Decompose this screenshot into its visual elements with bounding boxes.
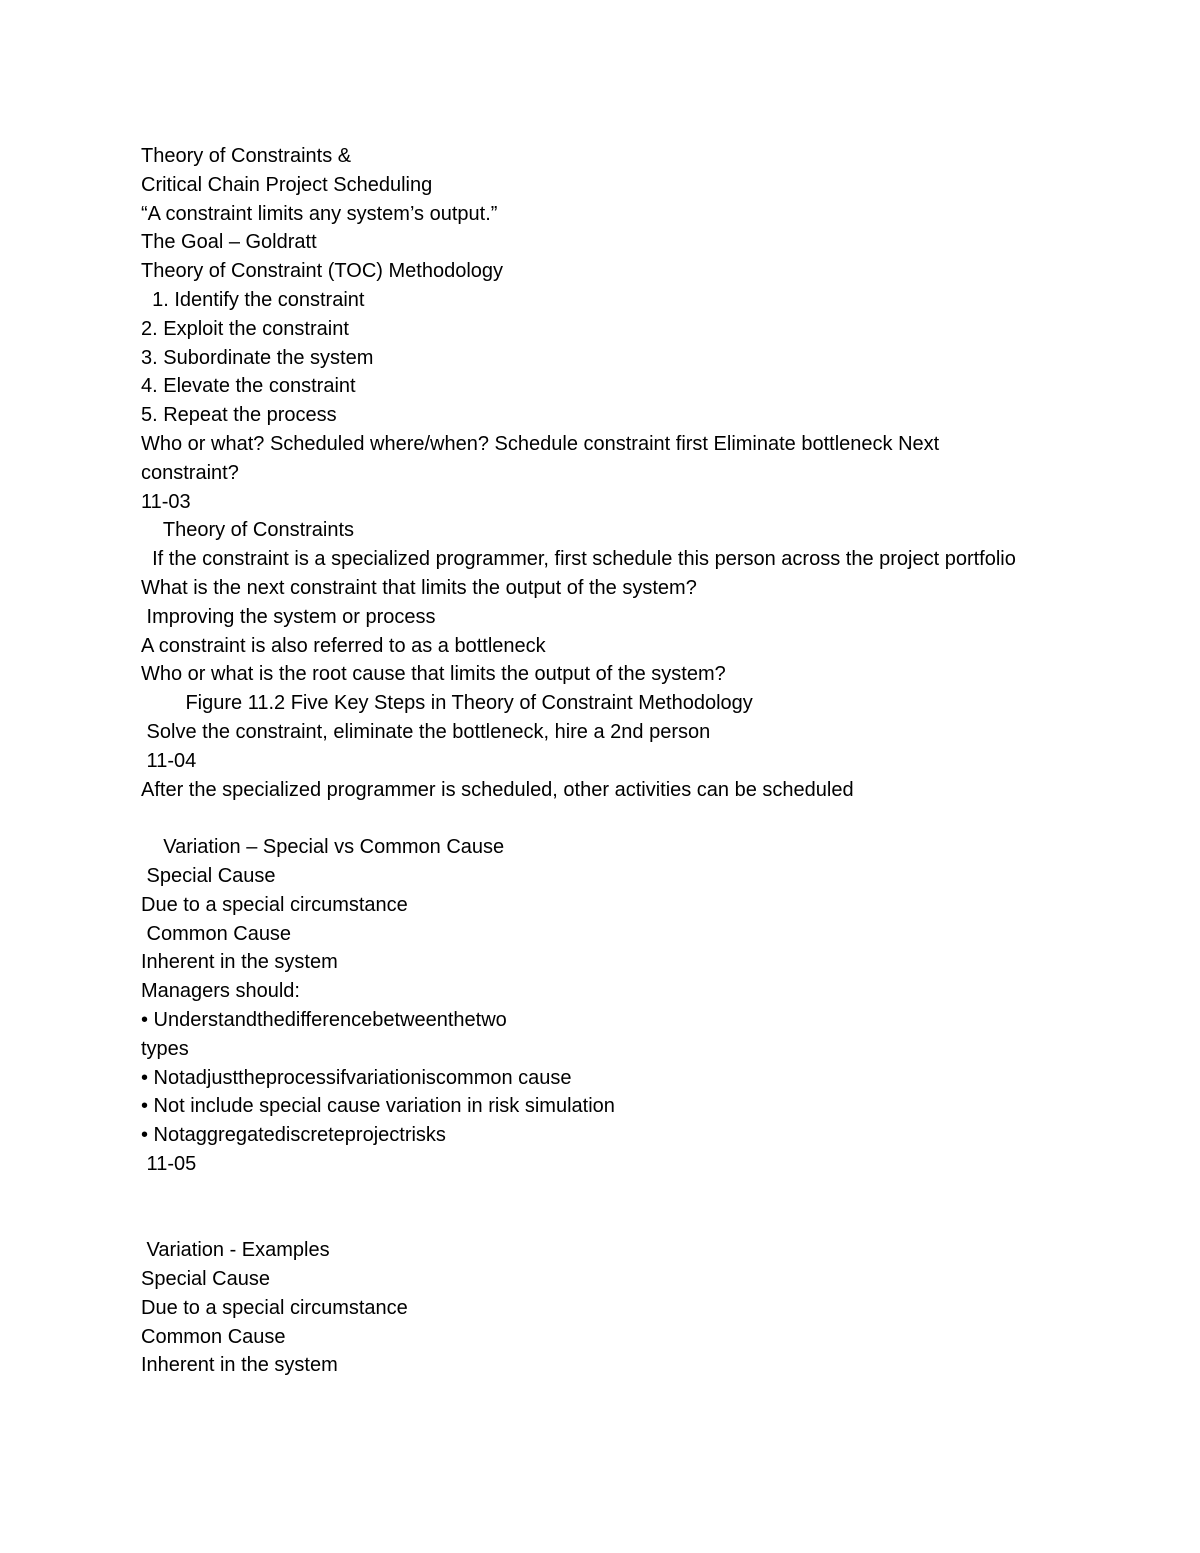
doc-title-line-1: Theory of Constraints & — [141, 145, 352, 167]
text-line: A constraint is also referred to as a bottleneck — [141, 634, 546, 657]
text-line: Improving the system or process — [141, 605, 436, 628]
text-line: Solve the constraint, eliminate the bottleneck, hire a 2nd person — [141, 720, 711, 743]
text-line: Who or what is the root cause that limits the output of the system? — [141, 663, 726, 686]
step-item: 1. Identify the constraint — [141, 288, 365, 311]
document-body — [141, 142, 1021, 1380]
slide-number: 11-04 — [141, 749, 197, 772]
text-line: Common Cause — [141, 1325, 286, 1348]
text-line: After the specialized programmer is scheduled, other activities can be scheduled — [141, 778, 854, 801]
slide-number: 11-03 — [141, 490, 191, 513]
paragraph: If the constraint is a specialized programmer, first schedule this person across the project portfolio — [141, 548, 1016, 571]
text-line: Due to a special circumstance — [141, 1296, 408, 1319]
blank-line — [141, 804, 1021, 833]
text-line: Inherent in the system — [141, 951, 338, 974]
text-line: Due to a special circumstance — [141, 893, 408, 916]
section-heading: Variation - Examples — [141, 1239, 330, 1262]
bullet-item: • Not include special cause variation in risk simulation — [141, 1095, 615, 1118]
bullet-item: • Understandthedifferencebetweenthetwo — [141, 1008, 507, 1031]
section-heading: Variation – Special vs Common Cause — [141, 836, 505, 859]
blank-line — [141, 1179, 1021, 1208]
text-line: Managers should: — [141, 980, 300, 1003]
step-item: 3. Subordinate the system — [141, 346, 374, 369]
step-item: 2. Exploit the constraint — [141, 317, 349, 340]
step-item: 4. Elevate the constraint — [141, 375, 356, 398]
blank-line — [141, 1207, 1021, 1236]
step-item: 5. Repeat the process — [141, 404, 337, 427]
paragraph: Who or what? Scheduled where/when? Schedule constraint first Eliminate bottleneck Next constraint? — [141, 432, 945, 484]
text-line: types — [141, 1037, 189, 1060]
quote-line: “A constraint limits any system’s output.” — [141, 202, 498, 225]
text-line: The Goal – Goldratt — [141, 231, 317, 254]
text-line: What is the next constraint that limits the output of the system? — [141, 576, 697, 599]
text-line: Inherent in the system — [141, 1354, 338, 1377]
text-line: Special Cause — [141, 864, 276, 887]
section-heading: Theory of Constraint (TOC) Methodology — [141, 260, 504, 283]
section-heading: Theory of Constraints — [141, 519, 355, 542]
text-line: Common Cause — [141, 922, 292, 945]
slide-number: 11-05 — [141, 1152, 197, 1175]
text-line: Special Cause — [141, 1268, 270, 1291]
figure-caption: Figure 11.2 Five Key Steps in Theory of Constraint Methodology — [141, 692, 753, 715]
doc-title-line-2: Critical Chain Project Scheduling — [141, 173, 433, 196]
bullet-item: • Notadjusttheprocessifvariationiscommon cause — [141, 1066, 572, 1089]
bullet-item: • Notaggregatediscreteprojectrisks — [141, 1124, 446, 1147]
